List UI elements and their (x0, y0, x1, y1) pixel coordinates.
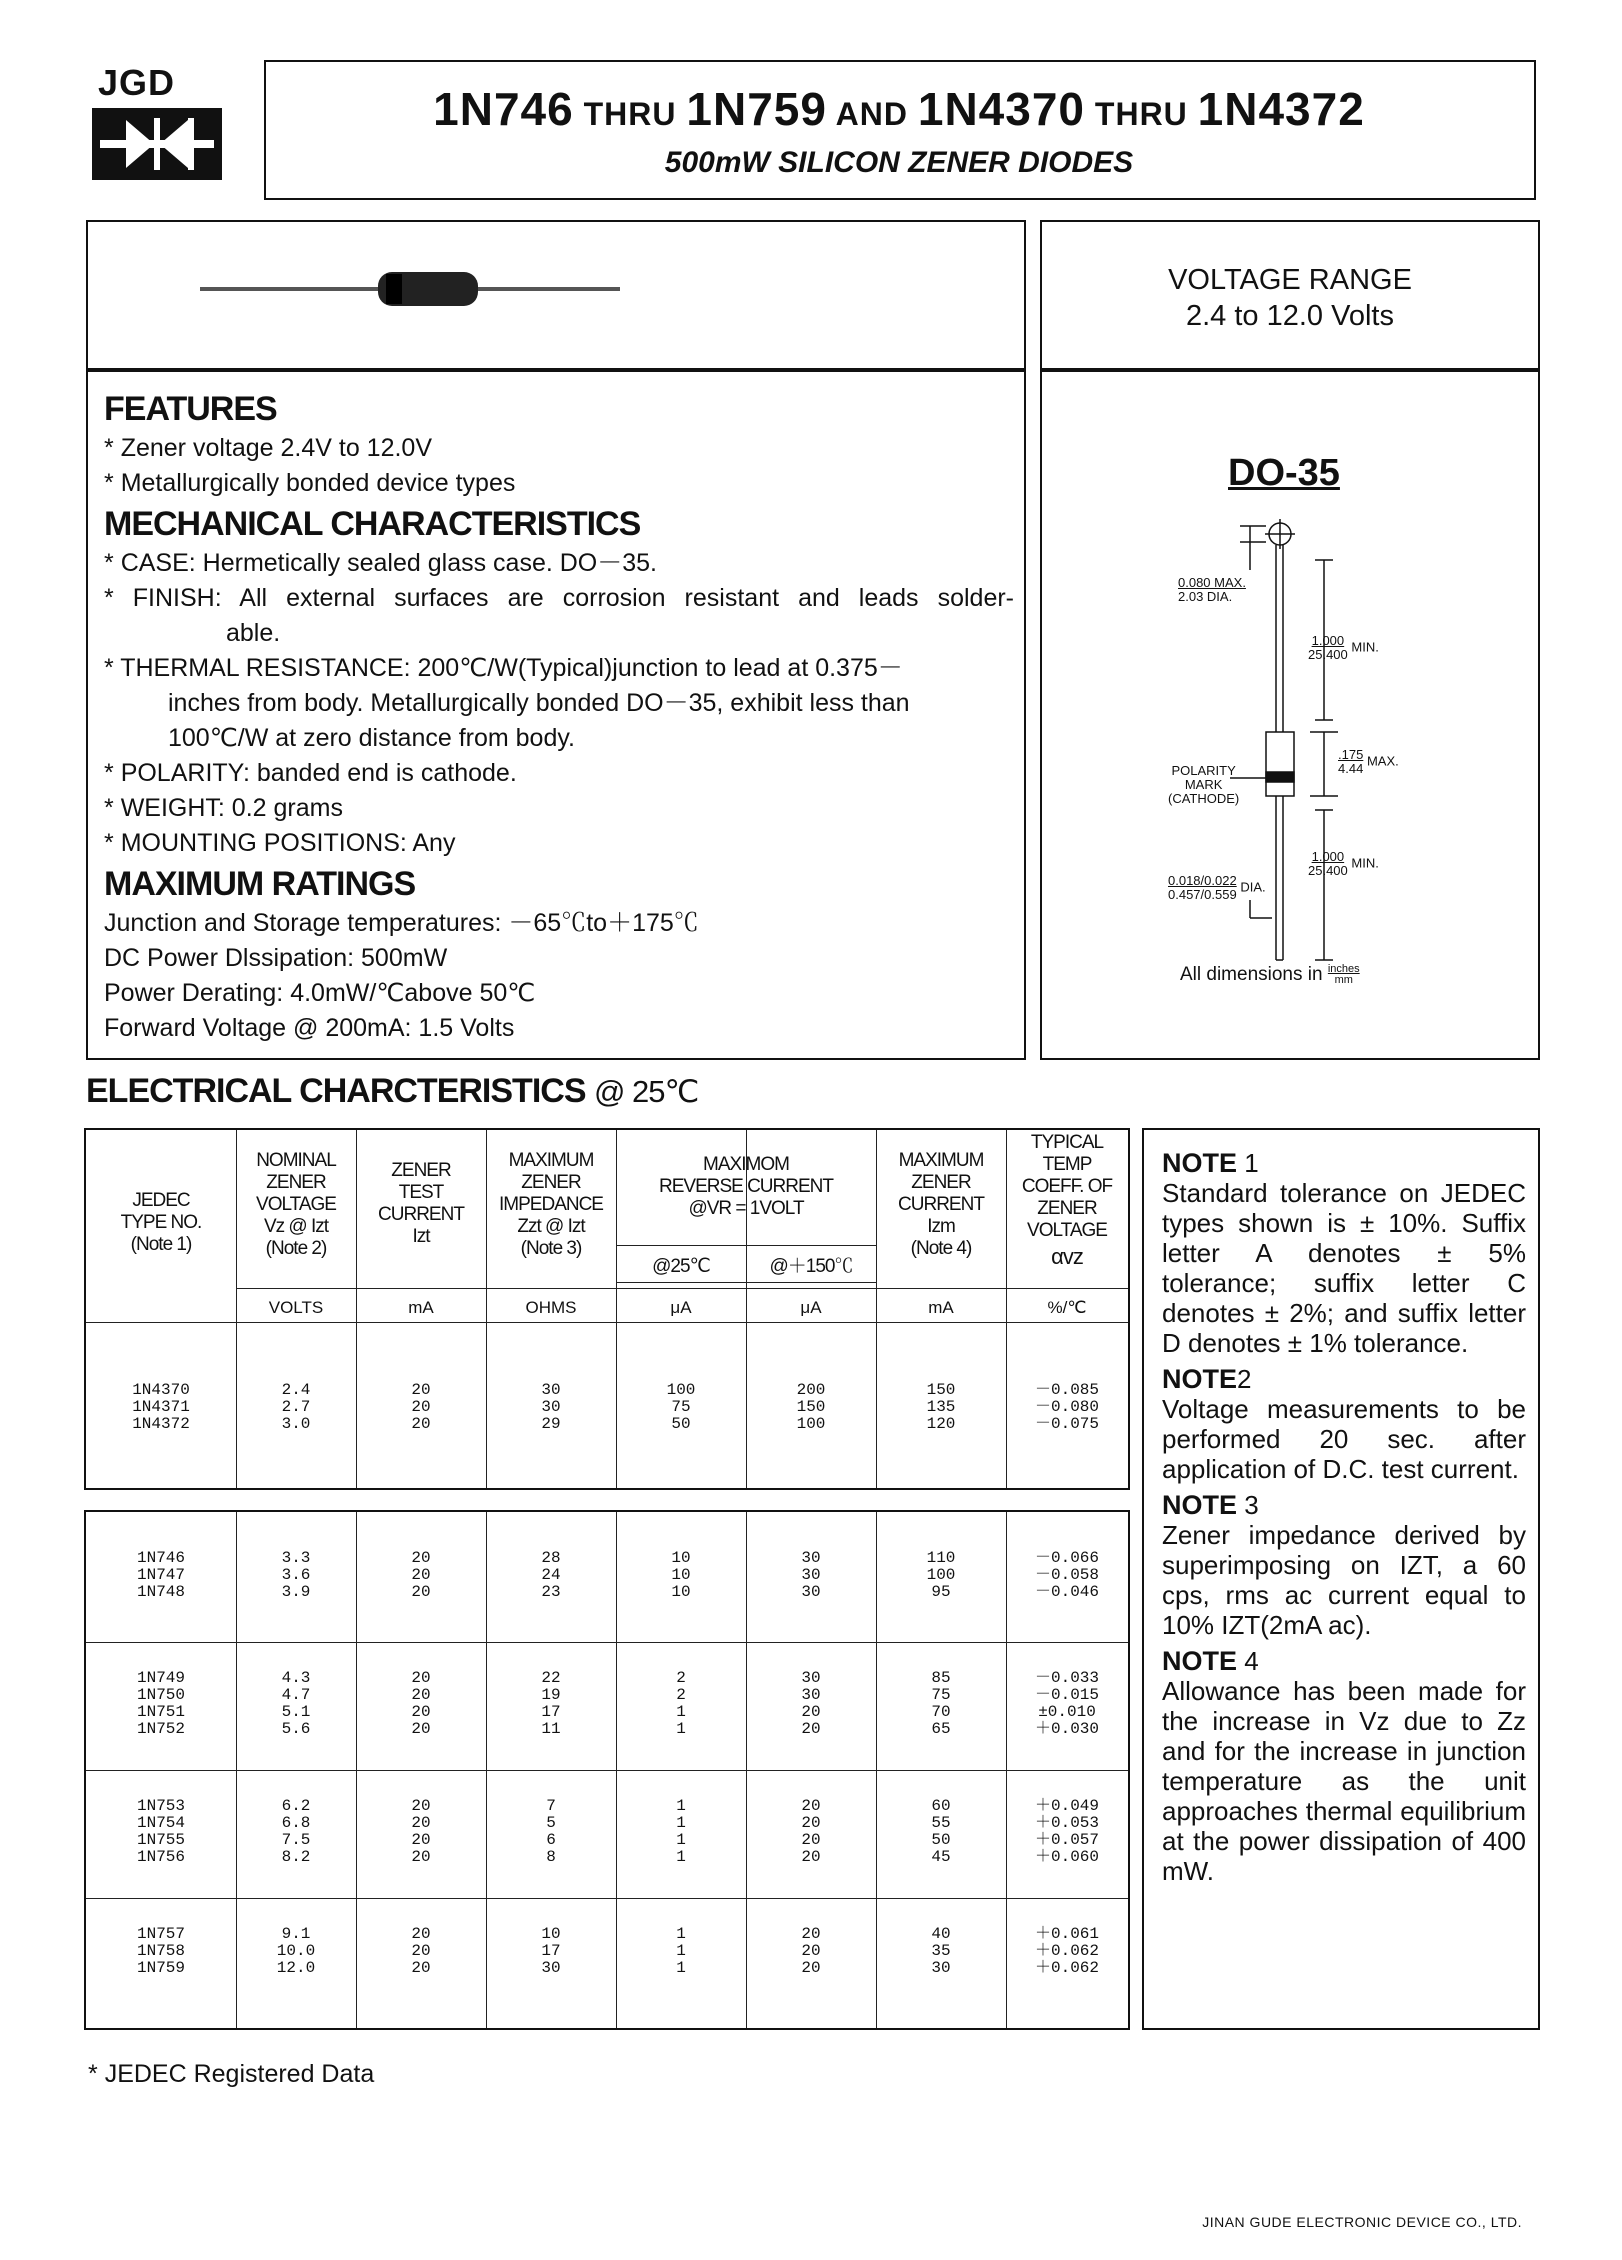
cell-ir150: 20 (801, 1720, 821, 1738)
unit-izm: mA (928, 1298, 954, 1317)
cell-zzt: 28 (541, 1549, 561, 1567)
unit-vz: VOLTS (268, 1298, 324, 1317)
rating-line: Forward Voltage @ 200mA: 1.5 Volts (104, 1014, 515, 1042)
cell-zzt: 6 (546, 1831, 556, 1849)
group-divider (86, 1642, 1128, 1643)
cell-vz: 12.0 (276, 1959, 316, 1977)
cell-izm: 30 (931, 1959, 951, 1977)
cell-ir25: 1 (676, 1959, 686, 1977)
cell-ir25: 10 (671, 1549, 691, 1567)
cell-vz: 7.5 (281, 1831, 311, 1849)
cell-type: 1N749 (136, 1669, 185, 1687)
cell-type: 1N758 (136, 1942, 185, 1960)
cell-ir25: 1 (676, 1848, 686, 1866)
dimensions-note: All dimensions in inches mm (1180, 963, 1360, 986)
rating-line: Power Derating: 4.0mW/℃above 50℃ (104, 979, 536, 1007)
dim-lead-len-top: $\frac{1.000}{25.400}$ MIN. (1308, 633, 1379, 662)
cell-tc: －0.066 (1034, 1549, 1099, 1567)
cell-type: 1N748 (136, 1583, 185, 1601)
cell-ir25: 1 (676, 1703, 686, 1721)
dim-body-len: $\frac{.175}{4.44}$ MAX. (1338, 747, 1399, 776)
cell-type: 1N756 (136, 1848, 185, 1866)
cell-vz: 3.3 (281, 1549, 311, 1567)
cell-ir150: 30 (801, 1549, 821, 1567)
cell-type: 1N759 (136, 1959, 185, 1977)
unit-ir25: μA (670, 1298, 692, 1317)
cell-izt: 20 (411, 1381, 431, 1399)
cell-ir150: 30 (801, 1583, 821, 1601)
cell-type: 1N4371 (132, 1398, 190, 1416)
cell-vz: 6.2 (281, 1797, 311, 1815)
col-header-vz: NOMINAL ZENER VOLTAGE Vz @ Izt (Note 2) (256, 1150, 336, 1259)
cell-izm: 150 (926, 1381, 956, 1399)
cell-ir150: 30 (801, 1566, 821, 1584)
col-header-tc: TYPICAL TEMP COEFF. OF ZENER VOLTAGE αvz (1021, 1132, 1113, 1269)
cell-ir150: 30 (801, 1669, 821, 1687)
cell-zzt: 7 (546, 1797, 556, 1815)
cell-tc: －0.015 (1034, 1686, 1099, 1704)
cell-izm: 135 (926, 1398, 956, 1416)
cell-tc: ±0.010 (1038, 1703, 1096, 1721)
mech-finish: * FINISH: All external surfaces are corrosion resistant and leads solder- (104, 584, 1014, 612)
cell-tc: ＋0.062 (1034, 1942, 1099, 1960)
company-logo-icon (92, 108, 222, 180)
diode-photo-icon (200, 262, 620, 312)
cell-ir25: 2 (676, 1669, 686, 1687)
dim-lead-dia-2: $\frac{0.018/0.022}{0.457/0.559}$ DIA. (1168, 873, 1266, 902)
mech-case: * CASE: Hermetically sealed glass case. DO－35. (104, 549, 658, 577)
ir-subheader-divider (616, 1282, 876, 1283)
rating-line: DC Power Dlssipation: 500mW (104, 944, 448, 972)
cell-tc: －0.085 (1034, 1381, 1099, 1399)
cell-ir150: 20 (801, 1925, 821, 1943)
cell-tc: ＋0.053 (1034, 1814, 1099, 1832)
notes (1162, 1148, 1526, 1886)
cell-type: 1N746 (136, 1549, 185, 1567)
cell-vz: 8.2 (281, 1848, 311, 1866)
cell-tc: －0.046 (1034, 1583, 1099, 1601)
cell-izt: 20 (411, 1848, 431, 1866)
col-header-ir25: @25℃ (652, 1256, 710, 1277)
cell-izm: 65 (931, 1720, 951, 1738)
note-4: NOTE 4 Allowance has been made for the increase in Vz due to Zz and for the increase in junction temperature as the unit approaches thermal equilibrium at the power dissipation of 400 mW. (1162, 1646, 1526, 1886)
cell-izm: 55 (931, 1814, 951, 1832)
cell-tc: －0.033 (1034, 1669, 1099, 1687)
cell-ir150: 20 (801, 1848, 821, 1866)
note-3: NOTE 3 Zener impedance derived by superimposing on IZT, a 60 cps, rms ac current equal to 10% IZT(2mA ac). (1162, 1490, 1526, 1640)
cell-izm: 100 (926, 1566, 956, 1584)
mech-thermal-cont: 100℃/W at zero distance from body. (168, 724, 575, 752)
cell-izt: 20 (411, 1925, 431, 1943)
cell-vz: 5.6 (281, 1720, 311, 1738)
cell-zzt: 30 (541, 1398, 561, 1416)
cell-ir25: 75 (671, 1398, 691, 1416)
cell-vz: 2.4 (281, 1381, 311, 1399)
mech-mounting: * MOUNTING POSITIONS: Any (104, 829, 456, 857)
cell-type: 1N755 (136, 1831, 185, 1849)
cell-vz: 10.0 (276, 1942, 316, 1960)
cell-ir25: 1 (676, 1925, 686, 1943)
feature-item: * Metallurgically bonded device types (104, 469, 516, 497)
cell-izm: 40 (931, 1925, 951, 1943)
note-2: NOTE2 Voltage measurements to be performed 20 sec. after application of D.C. test current. (1162, 1364, 1526, 1484)
cell-izt: 20 (411, 1942, 431, 1960)
cell-ir150: 100 (796, 1415, 826, 1433)
cell-type: 1N4372 (132, 1415, 190, 1433)
cell-type: 1N754 (136, 1814, 185, 1832)
cell-izm: 50 (931, 1831, 951, 1849)
page-subtitle: 500mW SILICON ZENER DIODES (664, 146, 1134, 179)
cell-ir25: 2 (676, 1686, 686, 1704)
cell-tc: ＋0.057 (1034, 1831, 1099, 1849)
cell-ir150: 20 (801, 1959, 821, 1977)
cell-vz: 5.1 (281, 1703, 311, 1721)
electrical-heading: ELECTRICAL CHARCTERISTICS @ 25℃ (86, 1072, 699, 1110)
cell-type: 1N4370 (132, 1381, 190, 1399)
dim-lead-len-bottom: $\frac{1.000}{25.400}$ MIN. (1308, 849, 1379, 878)
cell-izm: 60 (931, 1797, 951, 1815)
cell-vz: 3.9 (281, 1583, 311, 1601)
cell-tc: －0.080 (1034, 1398, 1099, 1416)
rating-line: Junction and Storage temperatures: －65℃to＋175℃ (104, 909, 699, 937)
cell-vz: 6.8 (281, 1814, 311, 1832)
cell-zzt: 10 (541, 1925, 561, 1943)
cell-tc: －0.075 (1034, 1415, 1099, 1433)
col-header-type: JEDEC TYPE NO. (Note 1) (120, 1190, 202, 1255)
ir-subheader-divider (616, 1245, 876, 1246)
feature-item: * Zener voltage 2.4V to 12.0V (104, 434, 433, 462)
cell-vz: 3.6 (281, 1566, 311, 1584)
cell-ir25: 1 (676, 1831, 686, 1849)
cell-zzt: 30 (541, 1959, 561, 1977)
cell-ir25: 100 (666, 1381, 696, 1399)
col-header-izm: MAXIMUM ZENER CURRENT Izm (Note 4) (898, 1150, 984, 1259)
cell-ir25: 10 (671, 1583, 691, 1601)
unit-tc: %/℃ (1047, 1298, 1087, 1317)
cell-zzt: 19 (541, 1686, 561, 1704)
cell-tc: ＋0.030 (1034, 1720, 1099, 1738)
cell-zzt: 24 (541, 1566, 561, 1584)
cell-ir150: 20 (801, 1831, 821, 1849)
cell-ir150: 20 (801, 1942, 821, 1960)
cell-izt: 20 (411, 1959, 431, 1977)
cell-tc: ＋0.049 (1034, 1797, 1099, 1815)
features-heading: FEATURES (104, 390, 277, 428)
cell-ir150: 20 (801, 1797, 821, 1815)
cell-zzt: 29 (541, 1415, 561, 1433)
cell-tc: ＋0.061 (1034, 1925, 1099, 1943)
unit-izt: mA (408, 1298, 434, 1317)
cell-zzt: 11 (541, 1720, 561, 1738)
cell-vz: 4.7 (281, 1686, 311, 1704)
cell-ir25: 1 (676, 1814, 686, 1832)
mech-thermal: * THERMAL RESISTANCE: 200℃/W(Typical)junction to lead at 0.375－ (104, 654, 903, 682)
package-name: DO-35 (1228, 452, 1340, 494)
cell-izt: 20 (411, 1703, 431, 1721)
cell-zzt: 22 (541, 1669, 561, 1687)
cell-izm: 35 (931, 1942, 951, 1960)
cell-type: 1N747 (136, 1566, 185, 1584)
cell-izt: 20 (411, 1398, 431, 1416)
unit-zzt: OHMS (525, 1298, 577, 1317)
cell-izm: 45 (931, 1848, 951, 1866)
mech-finish-cont: able. (226, 619, 281, 647)
cell-tc: －0.058 (1034, 1566, 1099, 1584)
cell-izt: 20 (411, 1549, 431, 1567)
group-divider (86, 1770, 1128, 1771)
cell-type: 1N751 (136, 1703, 185, 1721)
unit-row-top (236, 1288, 1128, 1289)
voltage-range: VOLTAGE RANGE 2.4 to 12.0 Volts (1168, 264, 1412, 332)
cell-izm: 85 (931, 1669, 951, 1687)
col-header-izt: ZENER TEST CURRENT Izt (378, 1160, 464, 1247)
cell-izt: 20 (411, 1583, 431, 1601)
cell-ir150: 200 (796, 1381, 826, 1399)
cell-vz: 9.1 (281, 1925, 311, 1943)
cell-type: 1N753 (136, 1797, 185, 1815)
mech-polarity: * POLARITY: banded end is cathode. (104, 759, 517, 787)
cell-tc: ＋0.060 (1034, 1848, 1099, 1866)
dim-lead-dia: 0.080 MAX. 2.03 DIA. (1178, 575, 1246, 604)
group-divider (86, 1898, 1128, 1899)
cell-izm: 70 (931, 1703, 951, 1721)
cell-izt: 20 (411, 1669, 431, 1687)
col-header-ir150: @＋150℃ (769, 1256, 853, 1277)
cell-type: 1N750 (136, 1686, 185, 1704)
mech-thermal-cont: inches from body. Metallurgically bonded DO－35, exhibit less than (168, 689, 910, 717)
jedec-footnote: * JEDEC Registered Data (88, 2060, 375, 2088)
cell-type: 1N752 (136, 1720, 185, 1738)
cell-type: 1N757 (136, 1925, 185, 1943)
cell-izm: 75 (931, 1686, 951, 1704)
cell-izt: 20 (411, 1831, 431, 1849)
cell-vz: 2.7 (281, 1398, 311, 1416)
unit-ir150: μA (800, 1298, 822, 1317)
cell-ir150: 30 (801, 1686, 821, 1704)
cell-zzt: 8 (546, 1848, 556, 1866)
cell-izt: 20 (411, 1814, 431, 1832)
package-drawing (1040, 510, 1540, 990)
header-bottom-divider (86, 1322, 1128, 1323)
company-logo-text: JGD (98, 62, 176, 103)
features-text (104, 386, 1014, 1046)
cell-izt: 20 (411, 1797, 431, 1815)
cell-zzt: 5 (546, 1814, 556, 1832)
ratings-heading: MAXIMUM RATINGS (104, 865, 416, 903)
cell-izm: 120 (926, 1415, 956, 1433)
cell-izt: 20 (411, 1720, 431, 1738)
cell-ir25: 1 (676, 1942, 686, 1960)
mechanical-heading: MECHANICAL CHARACTERISTICS (104, 505, 641, 543)
col-header-zzt: MAXIMUM ZENER IMPEDANCE Zzt @ Izt (Note 3) (499, 1150, 603, 1259)
cell-ir25: 1 (676, 1720, 686, 1738)
cell-ir25: 10 (671, 1566, 691, 1584)
cell-vz: 4.3 (281, 1669, 311, 1687)
cell-izm: 95 (931, 1583, 951, 1601)
cell-izt: 20 (411, 1415, 431, 1433)
cell-ir150: 20 (801, 1814, 821, 1832)
cell-izt: 20 (411, 1686, 431, 1704)
cell-tc: ＋0.062 (1034, 1959, 1099, 1977)
polarity-mark-label: POLARITY MARK (CATHODE) (1168, 763, 1240, 806)
cell-vz: 3.0 (281, 1415, 311, 1433)
page-title: 1N746 THRU 1N759 AND 1N4370 THRU 1N4372 (433, 83, 1365, 135)
col-header-ir: MAXIMOM REVERSE CURRENT @VR = 1VOLT (659, 1154, 833, 1219)
cell-ir150: 20 (801, 1703, 821, 1721)
cell-zzt: 17 (541, 1942, 561, 1960)
cell-ir25: 1 (676, 1797, 686, 1815)
note-1: NOTE 1 Standard tolerance on JEDEC types shown is ± 10%. Suffix letter A denotes ± 5% tolerance; suffix letter C denotes ± 2%; and suffix letter D denotes ± 1% tolerance. (1162, 1148, 1526, 1358)
cell-ir150: 150 (796, 1398, 826, 1416)
cell-zzt: 30 (541, 1381, 561, 1399)
cell-izt: 20 (411, 1566, 431, 1584)
mech-weight: * WEIGHT: 0.2 grams (104, 794, 343, 822)
company-name: JINAN GUDE ELECTRONIC DEVICE CO., LTD. (1202, 2214, 1522, 2230)
cell-zzt: 23 (541, 1583, 561, 1601)
cell-ir25: 50 (671, 1415, 691, 1433)
cell-izm: 110 (926, 1549, 956, 1567)
cell-zzt: 17 (541, 1703, 561, 1721)
